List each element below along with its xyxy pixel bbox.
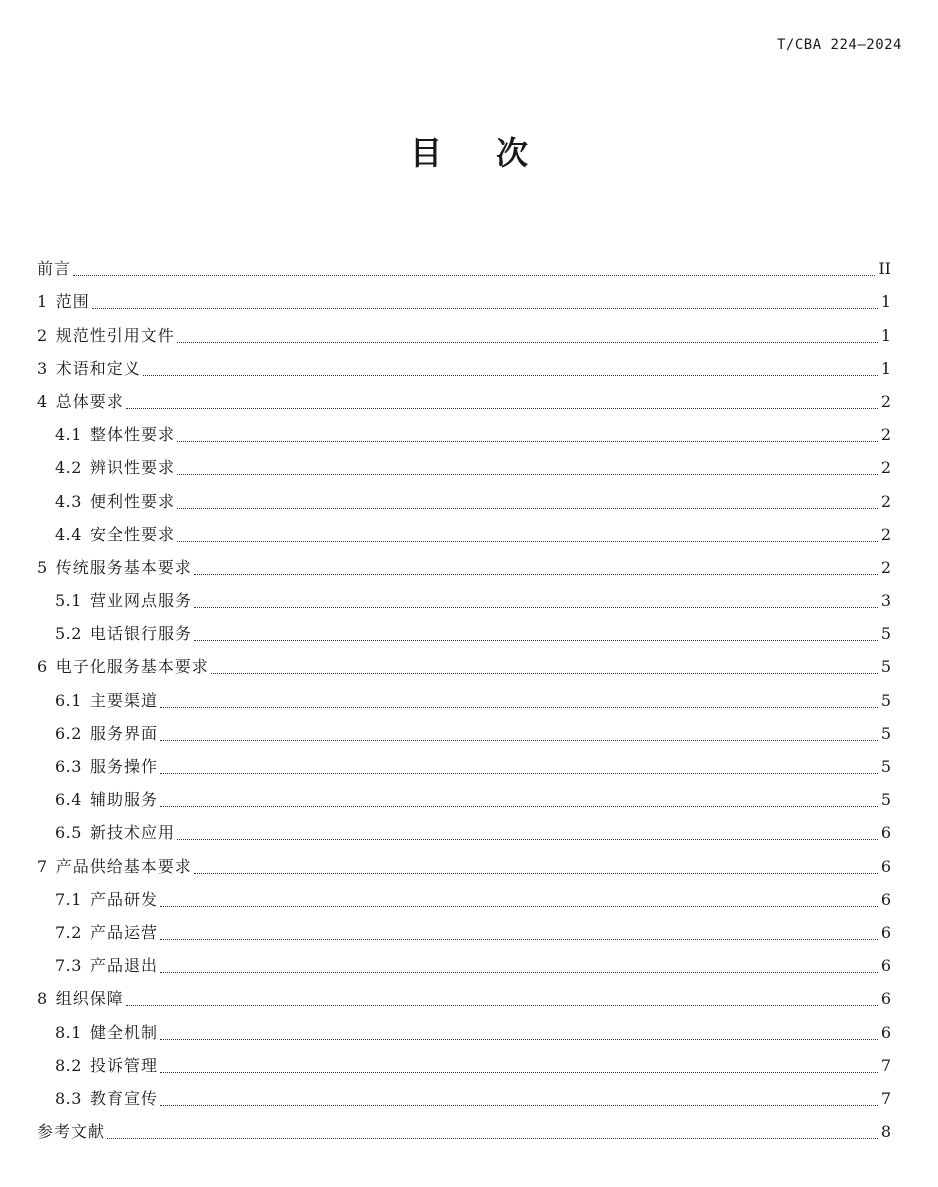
- toc-entry-label: [37, 285, 90, 318]
- table-of-contents: [37, 252, 891, 1148]
- toc-entry-text: 范围: [55, 292, 90, 312]
- toc-entry-text: 参考文献: [37, 1122, 106, 1142]
- toc-entry-text: 前言: [37, 259, 72, 279]
- toc-entry[interactable]: [37, 816, 891, 849]
- toc-entry-text: 服务界面: [89, 723, 158, 743]
- toc-dot-leader: [194, 872, 878, 874]
- toc-page-number: 6: [880, 989, 891, 1009]
- toc-entry[interactable]: [37, 285, 891, 318]
- toc-page-number: 2: [880, 491, 891, 511]
- toc-page-number: 5: [880, 757, 891, 776]
- toc-entry-label: [55, 1049, 158, 1082]
- toc-entry[interactable]: [37, 617, 891, 650]
- toc-dot-leader: [194, 573, 878, 575]
- toc-dot-leader: [92, 307, 878, 309]
- toc-page-number: 7: [880, 1055, 891, 1075]
- toc-entry-number: 2: [37, 325, 48, 345]
- toc-entry-text: 便利性要求: [89, 491, 175, 511]
- toc-page-number: 6: [880, 922, 891, 942]
- toc-entry-number: 8: [37, 989, 48, 1009]
- toc-dot-leader: [143, 374, 878, 376]
- toc-entry-text: 主要渠道: [89, 690, 158, 710]
- toc-entry-text: 服务操作: [89, 757, 158, 776]
- toc-entry[interactable]: [37, 916, 891, 949]
- toc-entry-number: 4.4: [55, 524, 82, 544]
- toc-dot-leader: [177, 838, 878, 840]
- toc-entry-number: 7.3: [55, 956, 82, 976]
- toc-entry[interactable]: [37, 551, 891, 584]
- toc-page-number: 6: [880, 889, 891, 909]
- toc-entry-number: 8.1: [55, 1022, 82, 1042]
- toc-dot-leader: [126, 1004, 878, 1006]
- toc-entry-label: [55, 750, 158, 783]
- toc-page-number: 5: [880, 723, 891, 743]
- toc-entry-label: [55, 584, 192, 617]
- toc-entry-text: 组织保障: [55, 989, 124, 1009]
- toc-entry-number: 8.3: [55, 1088, 82, 1108]
- toc-entry-text: 总体要求: [55, 391, 124, 411]
- toc-entry-number: 7.2: [55, 922, 82, 942]
- toc-page-number: 5: [880, 690, 891, 710]
- toc-entry-number: 6: [37, 657, 48, 677]
- toc-entry[interactable]: [37, 717, 891, 750]
- toc-page-number: 5: [880, 790, 891, 810]
- toc-page-number: 3: [880, 591, 891, 611]
- toc-dot-leader: [194, 639, 878, 641]
- toc-entry[interactable]: [37, 1049, 891, 1082]
- toc-entry-number: 5.1: [55, 591, 82, 611]
- toc-entry-number: 5.2: [55, 624, 82, 644]
- toc-entry-number: 5: [37, 557, 48, 577]
- toc-entry-text: 术语和定义: [55, 358, 141, 378]
- toc-dot-leader: [126, 407, 878, 409]
- toc-entry-text: 产品运营: [89, 922, 158, 942]
- toc-page-number: II: [878, 259, 891, 279]
- toc-entry-label: [37, 385, 124, 418]
- toc-page-number: 2: [880, 524, 891, 544]
- toc-entry-label: [55, 485, 175, 518]
- toc-entry[interactable]: [37, 949, 891, 982]
- toc-entry[interactable]: [37, 750, 891, 783]
- toc-page-number: 7: [880, 1088, 891, 1108]
- toc-entry-number: 8.2: [55, 1055, 82, 1075]
- toc-entry-text: 规范性引用文件: [55, 325, 175, 345]
- toc-entry[interactable]: [37, 484, 891, 517]
- toc-entry-label: [55, 883, 158, 916]
- toc-entry-label: [55, 518, 175, 551]
- toc-entry-label: [55, 1082, 158, 1115]
- toc-dot-leader: [160, 805, 878, 807]
- toc-entry-label: [55, 949, 158, 982]
- toc-dot-leader: [160, 772, 878, 774]
- toc-dot-leader: [177, 540, 878, 542]
- toc-entry-text: 健全机制: [89, 1022, 158, 1042]
- toc-entry-label: [55, 1016, 158, 1049]
- toc-entry[interactable]: [37, 883, 891, 916]
- toc-entry[interactable]: [37, 1082, 891, 1115]
- toc-dot-leader: [160, 971, 878, 973]
- toc-entry-number: 6.3: [55, 757, 82, 776]
- toc-entry-number: 3: [37, 358, 48, 378]
- toc-page-number: 6: [880, 1022, 891, 1042]
- toc-entry-label: [55, 916, 158, 949]
- toc-entry-text: 电子化服务基本要求: [55, 657, 209, 677]
- toc-entry-text: 辅助服务: [89, 790, 158, 810]
- toc-entry-number: 6.5: [55, 823, 82, 843]
- toc-entry[interactable]: [37, 518, 891, 551]
- toc-entry-label: [55, 684, 158, 717]
- toc-entry-text: 教育宣传: [89, 1088, 158, 1108]
- toc-entry-label: [37, 352, 141, 385]
- toc-entry-number: 7.1: [55, 889, 82, 909]
- toc-entry[interactable]: [37, 849, 891, 882]
- toc-entry[interactable]: [37, 385, 891, 418]
- toc-entry-label: [37, 850, 192, 883]
- toc-entry-text: 产品退出: [89, 956, 158, 976]
- toc-entry-text: 辨识性要求: [89, 458, 175, 478]
- toc-entry-label: [37, 650, 209, 683]
- toc-entry-number: 1: [37, 292, 48, 312]
- toc-page-number: 1: [880, 292, 891, 312]
- toc-entry[interactable]: [37, 783, 891, 816]
- toc-page-number: 1: [880, 358, 891, 378]
- toc-page-number: 6: [880, 956, 891, 976]
- toc-entry-text: 产品研发: [89, 889, 158, 909]
- toc-page-number: 2: [880, 391, 891, 411]
- toc-dot-leader: [211, 672, 878, 674]
- toc-entry[interactable]: [37, 584, 891, 617]
- toc-page-number: 6: [880, 823, 891, 843]
- toc-entry-label: [55, 617, 192, 650]
- toc-entry[interactable]: [37, 451, 891, 484]
- toc-entry-label: [37, 551, 192, 584]
- toc-entry-label: [55, 783, 158, 816]
- toc-entry[interactable]: [37, 650, 891, 683]
- toc-entry-number: 4: [37, 391, 48, 411]
- toc-dot-leader: [160, 1071, 878, 1073]
- toc-entry-text: 整体性要求: [89, 425, 175, 445]
- document-code: T/CBA 224—2024: [776, 37, 902, 53]
- toc-entry[interactable]: [37, 683, 891, 716]
- toc-dot-leader: [107, 1137, 878, 1139]
- toc-page-number: 5: [880, 657, 891, 677]
- toc-entry-text: 安全性要求: [89, 524, 175, 544]
- toc-dot-leader: [177, 440, 878, 442]
- toc-entry-number: 6.4: [55, 790, 82, 810]
- toc-entry[interactable]: [37, 1015, 891, 1048]
- toc-entry-text: 电话银行服务: [89, 624, 192, 644]
- toc-dot-leader: [160, 706, 878, 708]
- toc-entry[interactable]: [37, 352, 891, 385]
- toc-dot-leader: [177, 473, 878, 475]
- toc-entry-label: [37, 1115, 105, 1148]
- toc-entry-number: 4.2: [55, 458, 82, 478]
- toc-entry-text: 营业网点服务: [89, 591, 192, 611]
- toc-page-number: 5: [880, 624, 891, 644]
- toc-entry-label: [55, 451, 175, 484]
- page-title: 目次: [409, 134, 582, 172]
- toc-dot-leader: [194, 606, 878, 608]
- toc-entry[interactable]: [37, 1115, 891, 1148]
- toc-dot-leader: [73, 274, 875, 276]
- toc-entry-label: [55, 717, 158, 750]
- toc-entry-text: 新技术应用: [89, 823, 175, 843]
- toc-entry-label: [55, 418, 175, 451]
- toc-dot-leader: [160, 1038, 878, 1040]
- toc-dot-leader: [177, 341, 878, 343]
- toc-entry[interactable]: [37, 418, 891, 451]
- toc-dot-leader: [160, 905, 878, 907]
- toc-entry-text: 传统服务基本要求: [55, 557, 192, 577]
- toc-entry-number: 6.2: [55, 723, 82, 743]
- toc-page-number: 6: [880, 856, 891, 876]
- toc-entry-label: [55, 816, 175, 849]
- toc-entry-label: [37, 982, 124, 1015]
- toc-page-number: 2: [880, 425, 891, 445]
- toc-entry-number: 4.1: [55, 425, 82, 445]
- toc-entry-number: 7: [37, 856, 48, 876]
- toc-entry-label: [37, 252, 71, 285]
- toc-entry[interactable]: [37, 318, 891, 351]
- toc-entry-text: 产品供给基本要求: [55, 856, 192, 876]
- toc-entry[interactable]: [37, 252, 891, 285]
- toc-dot-leader: [160, 1104, 878, 1106]
- toc-entry-label: [37, 319, 175, 352]
- toc-entry-text: 投诉管理: [89, 1055, 158, 1075]
- toc-page-number: 8: [880, 1122, 891, 1142]
- toc-dot-leader: [160, 938, 878, 940]
- toc-dot-leader: [160, 739, 878, 741]
- toc-entry-number: 4.3: [55, 491, 82, 511]
- toc-page-number: 1: [880, 325, 891, 345]
- toc-entry[interactable]: [37, 982, 891, 1015]
- toc-page-number: 2: [880, 458, 891, 478]
- toc-page-number: 2: [880, 557, 891, 577]
- toc-entry-number: 6.1: [55, 690, 82, 710]
- toc-dot-leader: [177, 507, 878, 509]
